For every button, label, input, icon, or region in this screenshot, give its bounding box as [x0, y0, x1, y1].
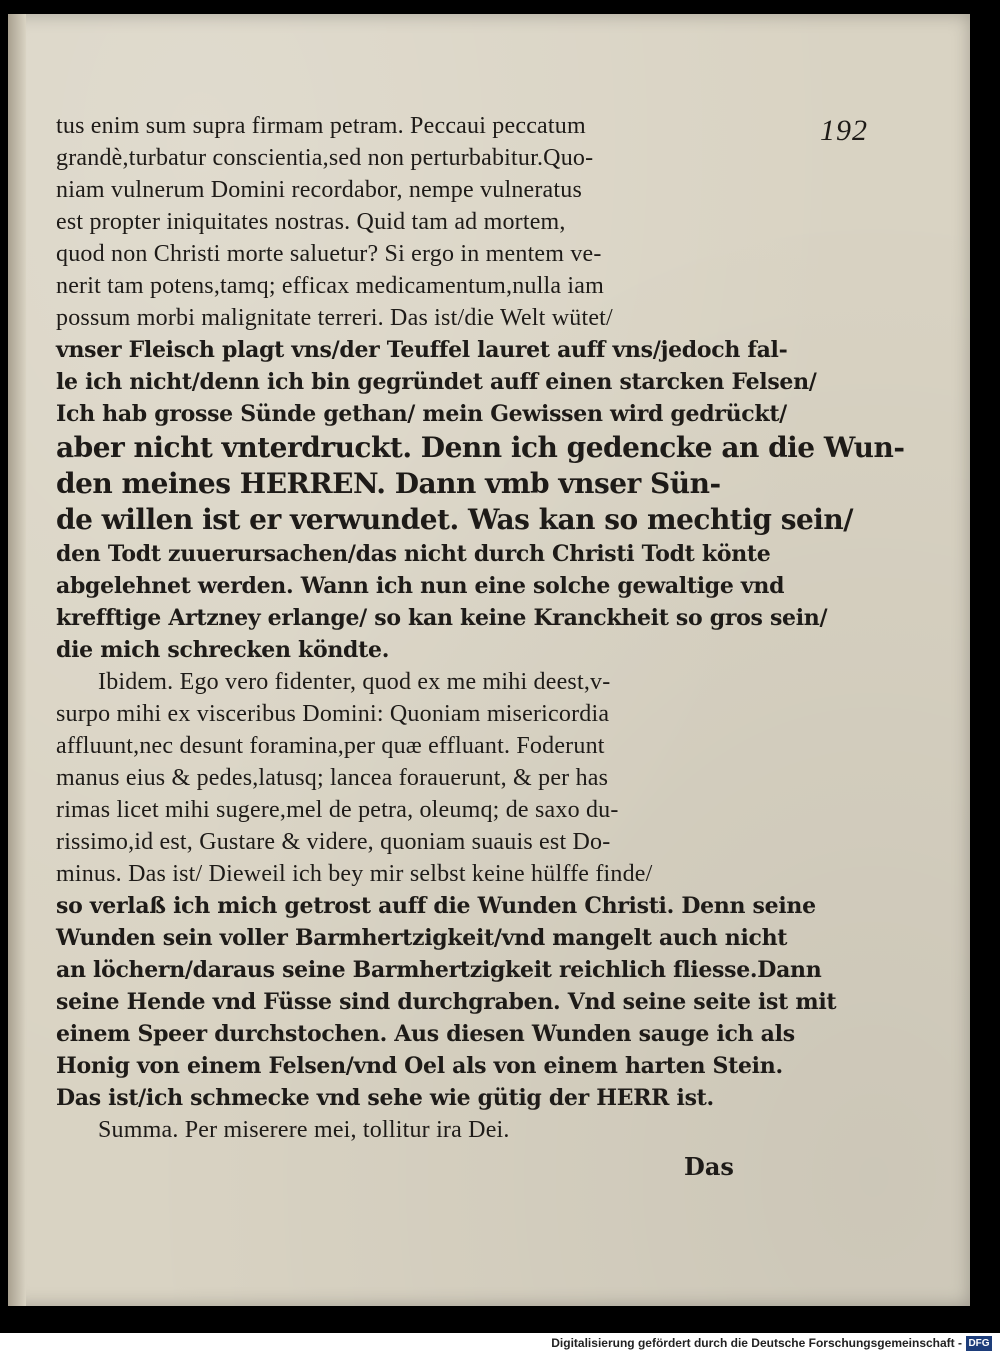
text-line: Summa. Per miserere mei, tollitur ira Dei.	[98, 1117, 510, 1143]
text-line: quod non Christi morte saluetur? Si ergo in mentem ve-	[56, 241, 602, 267]
text-line: einem Speer durchstochen. Aus diesen Wunden sauge ich als	[56, 1021, 795, 1047]
text-line: krefftige Artzney erlange/ so kan keine Kranckheit so gros sein/	[56, 605, 828, 631]
text-line: Ich hab grosse Sünde gethan/ mein Gewissen wird gedrückt/	[56, 401, 787, 427]
text-line: est propter iniquitates nostras. Quid tam ad mortem,	[56, 209, 566, 235]
text-line: Wunden sein voller Barmhertzigkeit/vnd mangelt auch nicht	[56, 925, 788, 951]
text-line: minus. Das ist/ Dieweil ich bey mir selbst keine hülffe finde/	[56, 861, 653, 887]
text-line: le ich nicht/denn ich bin gegründet auff einen starcken Felsen/	[56, 369, 817, 395]
text-line: abgelehnet werden. Wann ich nun eine solche gewaltige vnd	[56, 573, 785, 599]
page-number: 192	[820, 114, 868, 147]
text-line: de willen ist er verwundet. Was kan so mechtig sein/	[56, 503, 853, 536]
text-line: grandè,turbatur conscientia,sed non perturbabitur.Quo-	[56, 145, 594, 171]
text-line: nerit tam potens,tamq; efficax medicamentum,nulla iam	[56, 273, 604, 299]
text-line: possum morbi malignitate terreri. Das ist/die Welt wütet/	[56, 305, 613, 331]
text-line: an löchern/daraus seine Barmhertzigkeit reichlich fliesse.Dann	[56, 957, 822, 983]
text-line: Honig von einem Felsen/vnd Oel als von einem harten Stein.	[56, 1053, 783, 1079]
text-line: seine Hende vnd Füsse sind durchgraben. Vnd seine seite ist mit	[56, 989, 837, 1015]
book-page	[8, 14, 970, 1306]
text-line: manus eius & pedes,latusq; lancea forauerunt, & per has	[56, 765, 609, 791]
text-line: so verlaß ich mich getrost auff die Wunden Christi. Denn seine	[56, 893, 816, 919]
text-line: aber nicht vnterdruckt. Denn ich gedencke an die Wun-	[56, 431, 905, 464]
text-line: den Todt zuuerursachen/das nicht durch Christi Todt könte	[56, 541, 771, 567]
text-line: die mich schrecken köndte.	[56, 637, 390, 663]
text-line: niam vulnerum Domini recordabor, nempe vulneratus	[56, 177, 583, 203]
text-line: den meines HERREN. Dann vmb vnser Sün-	[56, 467, 721, 500]
text-line: tus enim sum supra firmam petram. Peccaui peccatum	[56, 113, 586, 139]
text-line: rissimo,id est, Gustare & videre, quoniam suauis est Do-	[56, 829, 611, 855]
text-line: rimas licet mihi sugere,mel de petra, oleumq; de saxo du-	[56, 797, 619, 823]
page-gutter	[8, 14, 26, 1306]
text-line: Ibidem. Ego vero fidenter, quod ex me mihi deest,v-	[98, 669, 611, 695]
footer-bar	[0, 1333, 1000, 1355]
dfg-logo-icon: DFG	[966, 1336, 992, 1351]
text-line: affluunt,nec desunt foramina,per quæ effluant. Foderunt	[56, 733, 605, 759]
text-line: surpo mihi ex visceribus Domini: Quoniam misericordia	[56, 701, 610, 727]
text-line: vnser Fleisch plagt vns/der Teuffel lauret auff vns/jedoch fal-	[56, 337, 788, 363]
funding-notice: Digitalisierung gefördert durch die Deutsche Forschungsgemeinschaft -	[551, 1336, 962, 1350]
text-line: Das ist/ich schmecke vnd sehe wie gütig der HERR ist.	[56, 1085, 714, 1111]
catchword: Das	[684, 1152, 734, 1181]
